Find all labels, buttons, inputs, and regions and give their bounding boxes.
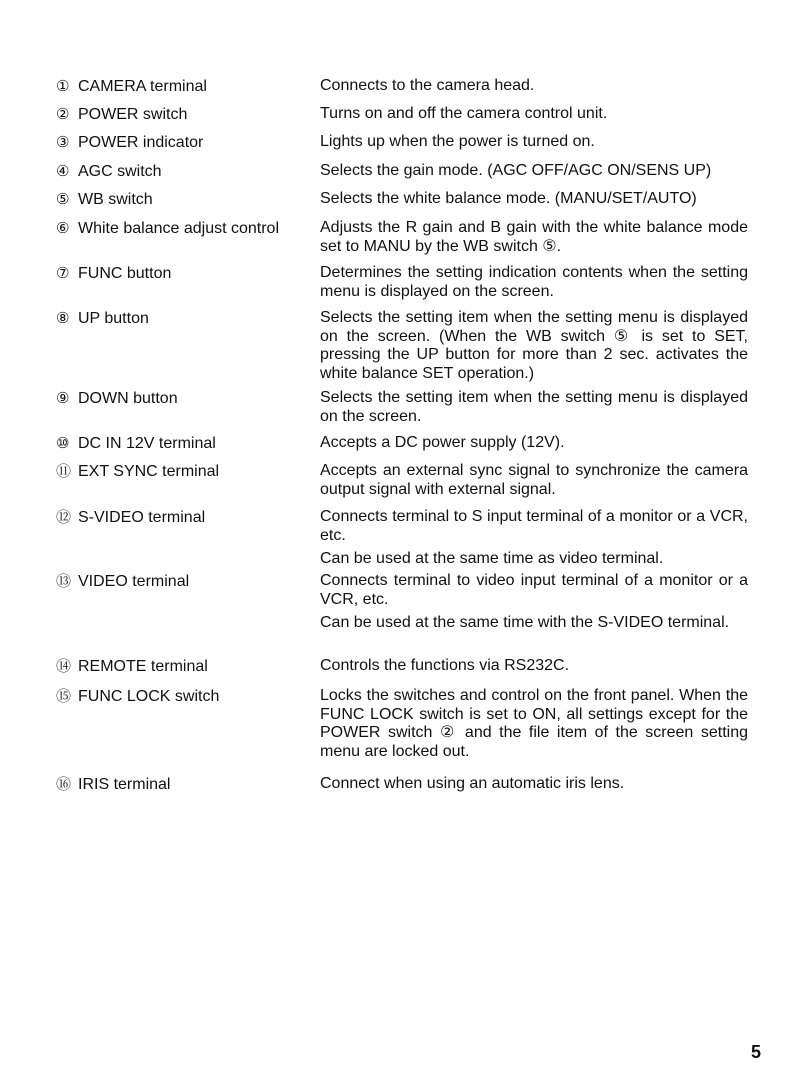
item-number: ⑨: [56, 390, 70, 407]
item-description: [320, 190, 748, 209]
item-description: [320, 105, 748, 124]
item-term-label: AGC switch: [78, 163, 162, 180]
item-term: [56, 77, 316, 96]
item-term: [56, 687, 316, 706]
item-number: ②: [56, 106, 70, 123]
description-paragraph: Selects the setting item when the setting menu is displayed on the screen.: [320, 389, 748, 425]
description-paragraph: Adjusts the R gain and B gain with the white balance mode set to MANU by the WB switch ⑤.: [320, 219, 748, 255]
item-description: [320, 133, 748, 152]
item-number: ⑭: [56, 658, 72, 675]
item-term-label: DOWN button: [78, 390, 178, 407]
description-paragraph: Determines the setting indication contents when the setting menu is displayed on the screen.: [320, 264, 748, 300]
item-term-label: VIDEO terminal: [78, 573, 190, 590]
item-number: ③: [56, 134, 70, 151]
item-term: [56, 219, 316, 238]
item-number: ⑯: [56, 776, 72, 793]
item-term: [56, 572, 316, 591]
item-description: [320, 264, 748, 301]
item-term-label: FUNC button: [78, 265, 172, 282]
item-number: ①: [56, 78, 70, 95]
item-description: [320, 775, 748, 794]
description-paragraph: Lights up when the power is turned on.: [320, 133, 595, 150]
item-term: [56, 775, 316, 794]
description-paragraph: Selects the setting item when the setting menu is displayed on the screen. (When the WB switch ⑤ is set to SET, pressing the UP button for more than 2 sec. activates the white balance SET operation.): [320, 309, 748, 382]
item-term-label: CAMERA terminal: [78, 78, 207, 95]
item-term: [56, 309, 316, 328]
item-term-label: White balance adjust control: [78, 220, 279, 237]
item-term: [56, 434, 316, 453]
description-paragraph: Connects to the camera head.: [320, 77, 535, 94]
description-paragraph: Connects terminal to video input terminal of a monitor or a VCR, etc.: [320, 572, 748, 608]
description-paragraph: Turns on and off the camera control unit.: [320, 105, 608, 122]
description-paragraph: Connect when using an automatic iris lens.: [320, 775, 625, 792]
item-term: [56, 190, 316, 209]
item-term-label: IRIS terminal: [78, 776, 171, 793]
item-term-label: EXT SYNC terminal: [78, 463, 220, 480]
item-term: [56, 133, 316, 152]
item-description: [320, 219, 748, 256]
description-paragraph: Can be used at the same time with the S-VIDEO terminal.: [320, 614, 730, 632]
description-paragraph: Selects the gain mode. (AGC OFF/AGC ON/SENS UP): [320, 162, 712, 179]
item-term-label: WB switch: [78, 191, 153, 208]
item-term-label: POWER switch: [78, 106, 188, 123]
description-paragraph: Connects terminal to S input terminal of a monitor or a VCR, etc.: [320, 508, 748, 544]
item-number: ⑤: [56, 191, 70, 208]
item-term: [56, 508, 316, 527]
item-description: [320, 657, 748, 676]
item-number: ⑥: [56, 220, 70, 237]
item-term-label: DC IN 12V terminal: [78, 435, 216, 452]
item-description: [320, 434, 748, 453]
item-term: [56, 462, 316, 481]
item-description: [320, 309, 748, 383]
item-number: ⑮: [56, 688, 72, 705]
description-paragraph: Selects the white balance mode. (MANU/SET/AUTO): [320, 190, 697, 207]
item-description: [320, 389, 748, 426]
item-description: [320, 572, 748, 633]
item-term-label: S-VIDEO terminal: [78, 509, 206, 526]
item-number: ⑦: [56, 265, 70, 282]
item-number: ⑩: [56, 435, 70, 452]
page-number: 5: [751, 1042, 762, 1062]
item-term: [56, 389, 316, 408]
item-description: [320, 77, 748, 96]
item-term: [56, 162, 316, 181]
item-description: [320, 462, 748, 499]
item-number: ⑬: [56, 573, 72, 590]
item-number: ⑪: [56, 463, 72, 480]
item-number: ④: [56, 163, 70, 180]
item-term: [56, 657, 316, 676]
item-term: [56, 105, 316, 124]
item-term-label: POWER indicator: [78, 134, 204, 151]
item-term-label: UP button: [78, 310, 149, 327]
description-paragraph: Accepts an external sync signal to synchronize the camera output signal with external signal.: [320, 462, 748, 498]
item-description: [320, 508, 748, 569]
item-description: [320, 162, 748, 181]
item-number: ⑫: [56, 509, 72, 526]
item-term-label: REMOTE terminal: [78, 658, 208, 675]
description-paragraph: Can be used at the same time as video terminal.: [320, 550, 664, 568]
item-term-label: FUNC LOCK switch: [78, 688, 220, 705]
description-paragraph: Controls the functions via RS232C.: [320, 657, 570, 674]
item-description: [320, 687, 748, 761]
item-term: [56, 264, 316, 283]
item-number: ⑧: [56, 310, 70, 327]
description-paragraph: Accepts a DC power supply (12V).: [320, 434, 565, 451]
description-paragraph: Locks the switches and control on the front panel. When the FUNC LOCK switch is set to ON, all settings except for the POWER switch ② and the file item of the screen setting menu are locked out.: [320, 687, 748, 760]
